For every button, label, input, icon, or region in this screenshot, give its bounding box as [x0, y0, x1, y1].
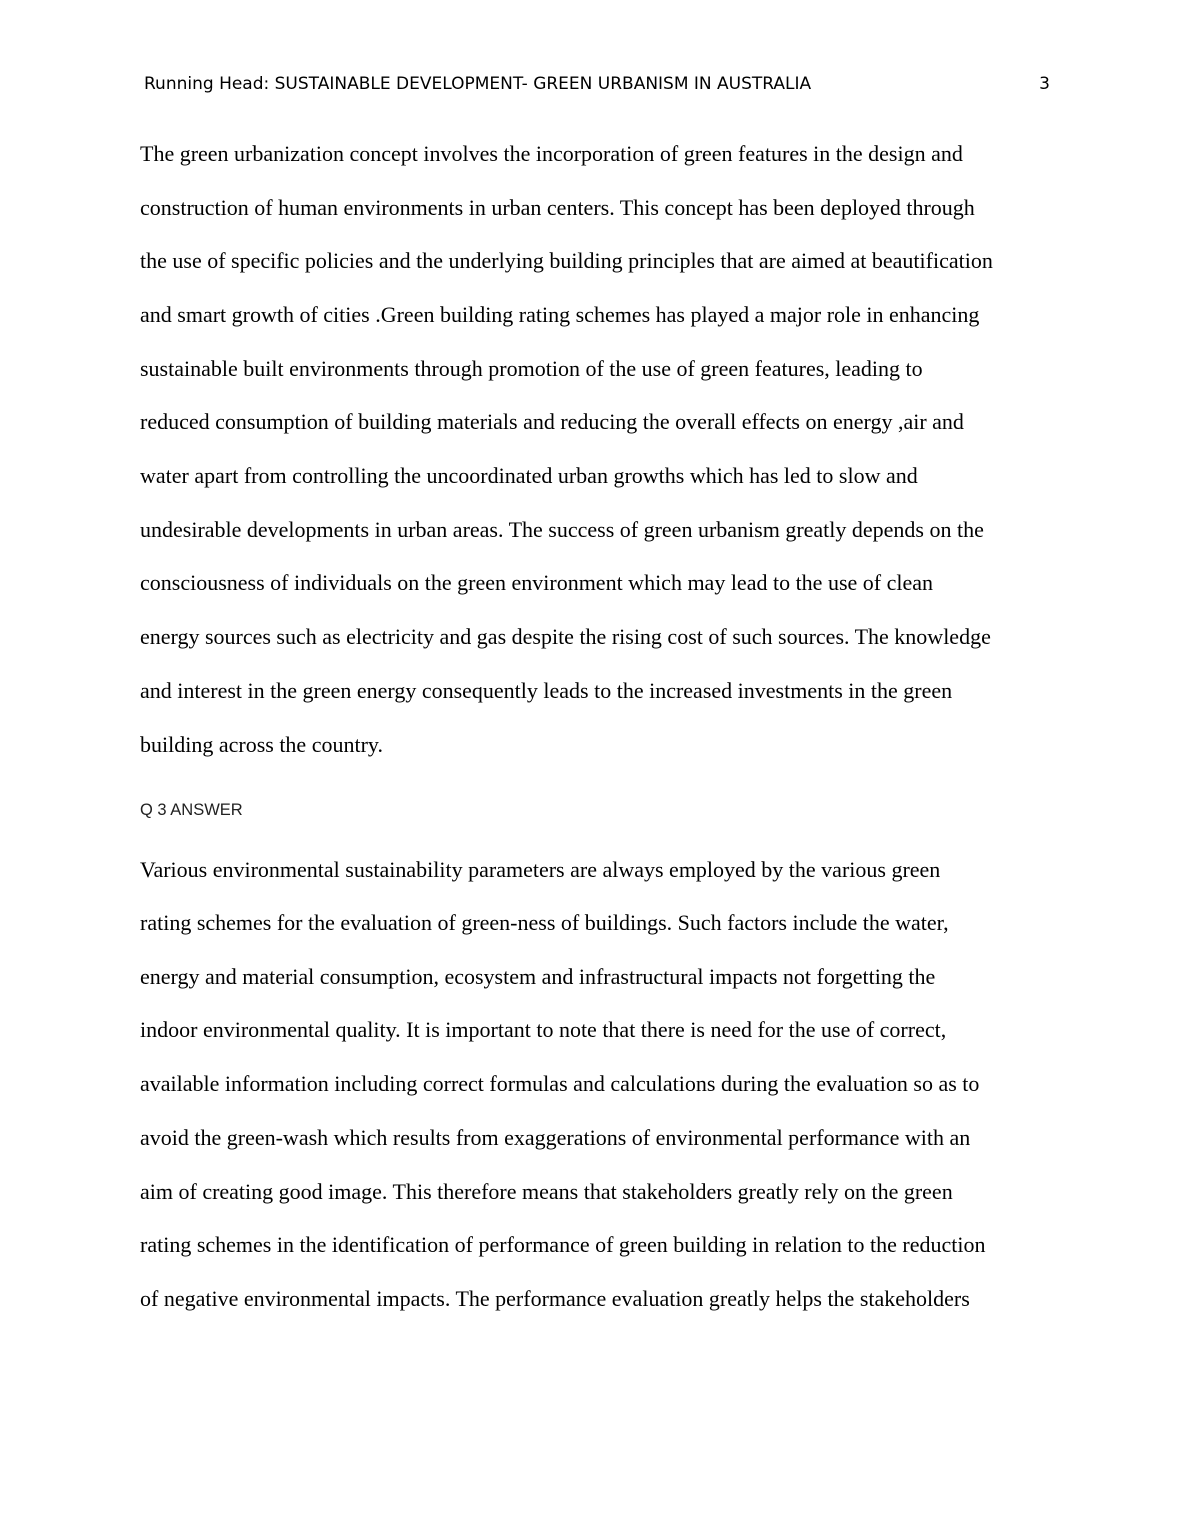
text-line: Various environmental sustainability parameters are always employed by the various green	[140, 857, 941, 882]
page-number: 3	[1039, 74, 1050, 94]
text-line: of negative environmental impacts. The performance evaluation greatly helps the stakeholders	[140, 1286, 970, 1311]
text-line: avoid the green-wash which results from exaggerations of environmental performance with an	[140, 1125, 971, 1150]
text-line: consciousness of individuals on the green environment which may lead to the use of clean	[140, 570, 934, 595]
text-line: rating schemes for the evaluation of green-ness of buildings. Such factors include the water,	[140, 910, 949, 935]
text-line: The green urbanization concept involves the incorporation of green features in the design and	[140, 141, 963, 166]
text-line: and smart growth of cities .Green building rating schemes has played a major role in enhancing	[140, 302, 980, 327]
text-line: aim of creating good image. This therefore means that stakeholders greatly rely on the green	[140, 1179, 953, 1204]
text-line: reduced consumption of building materials and reducing the overall effects on energy ,air and	[140, 409, 964, 434]
text-line: building across the country.	[140, 732, 383, 757]
section-heading: Q 3 ANSWER	[140, 801, 243, 819]
text-line: water apart from controlling the uncoordinated urban growths which has led to slow and	[140, 463, 918, 488]
text-line: available information including correct formulas and calculations during the evaluation so as to	[140, 1071, 980, 1096]
text-line: rating schemes in the identification of performance of green building in relation to the reduction	[140, 1232, 986, 1257]
text-line: and interest in the green energy consequently leads to the increased investments in the green	[140, 678, 953, 703]
text-line: energy sources such as electricity and gas despite the rising cost of such sources. The knowledge	[140, 624, 991, 649]
text-line: the use of specific policies and the underlying building principles that are aimed at beautification	[140, 248, 993, 273]
text-line: indoor environmental quality. It is important to note that there is need for the use of correct,	[140, 1017, 947, 1042]
text-line: construction of human environments in urban centers. This concept has been deployed through	[140, 195, 975, 220]
text-line: energy and material consumption, ecosystem and infrastructural impacts not forgetting the	[140, 964, 936, 989]
text-line: sustainable built environments through promotion of the use of green features, leading to	[140, 356, 923, 381]
page-header	[144, 71, 1050, 97]
running-head: Running Head: SUSTAINABLE DEVELOPMENT- GREEN URBANISM IN AUSTRALIA	[144, 74, 812, 94]
text-line: undesirable developments in urban areas. The success of green urbanism greatly depends on the	[140, 517, 984, 542]
